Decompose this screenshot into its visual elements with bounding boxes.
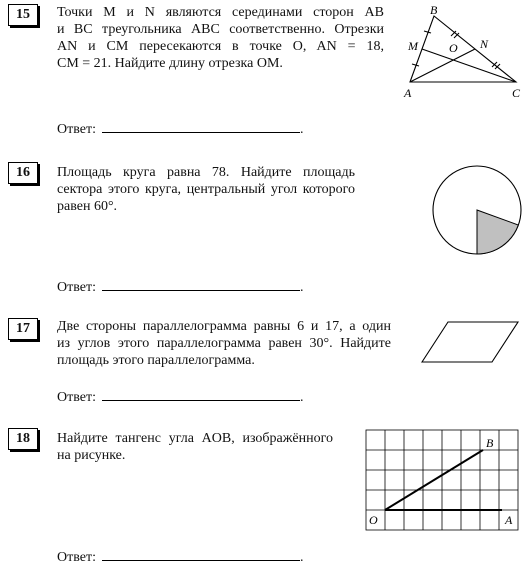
task-15-line-4: CM = 21. Найдите длину отрезка OM.	[57, 56, 283, 71]
task-17-line-2: из углов этого параллелограмма равен 30°. Найдите	[57, 336, 391, 351]
task-number-16: 16	[8, 162, 38, 184]
answer-label-18: Ответ:	[57, 550, 96, 565]
task-number-18: 18	[8, 428, 38, 450]
answer-row-16: Ответ: .	[57, 280, 304, 295]
task-18-line-1: Найдите тангенс угла AOB, изображённого	[57, 431, 333, 446]
ray-ob	[385, 450, 483, 510]
answer-label-15: Ответ:	[57, 122, 96, 137]
task-15-line-1: Точки M и N являются серединами сторон AB	[57, 5, 384, 20]
task-16-line-2: сектора этого круга, центральный угол которого	[57, 182, 355, 197]
label-m: M	[408, 39, 418, 53]
label-grid-a: A	[505, 513, 513, 527]
task-17-line-3: площадь этого параллелограмма.	[57, 353, 255, 368]
label-grid-o: O	[369, 513, 378, 527]
answer-row-18: Ответ: .	[57, 550, 304, 565]
label-n: N	[480, 37, 489, 51]
answer-label-16: Ответ:	[57, 280, 96, 295]
task-15-line-3: AN и CM пересекаются в точке O, AN = 18,	[57, 39, 384, 54]
task-15-line-2: и BC треугольника ABC соответственно. Отрезки	[57, 22, 384, 37]
label-b: B	[430, 3, 438, 17]
answer-row-15: Ответ: .	[57, 122, 304, 137]
answer-row-17: Ответ: .	[57, 390, 304, 405]
grid	[366, 430, 518, 530]
answer-label-17: Ответ:	[57, 390, 96, 405]
task-18-line-2: на рисунке.	[57, 448, 126, 463]
label-o: O	[449, 41, 458, 55]
task-number-17: 17	[8, 318, 38, 340]
task-number-15: 15	[8, 4, 38, 26]
label-c: C	[512, 86, 521, 100]
task-16-line-3: равен 60°.	[57, 199, 118, 214]
answer-field-18[interactable]	[102, 548, 300, 561]
task-16-line-1: Площадь круга равна 78. Найдите площадь	[57, 165, 355, 180]
label-a: A	[404, 86, 412, 100]
label-grid-b: B	[486, 436, 494, 450]
task-17-line-1: Две стороны параллелограмма равны 6 и 17, а один	[57, 319, 391, 334]
